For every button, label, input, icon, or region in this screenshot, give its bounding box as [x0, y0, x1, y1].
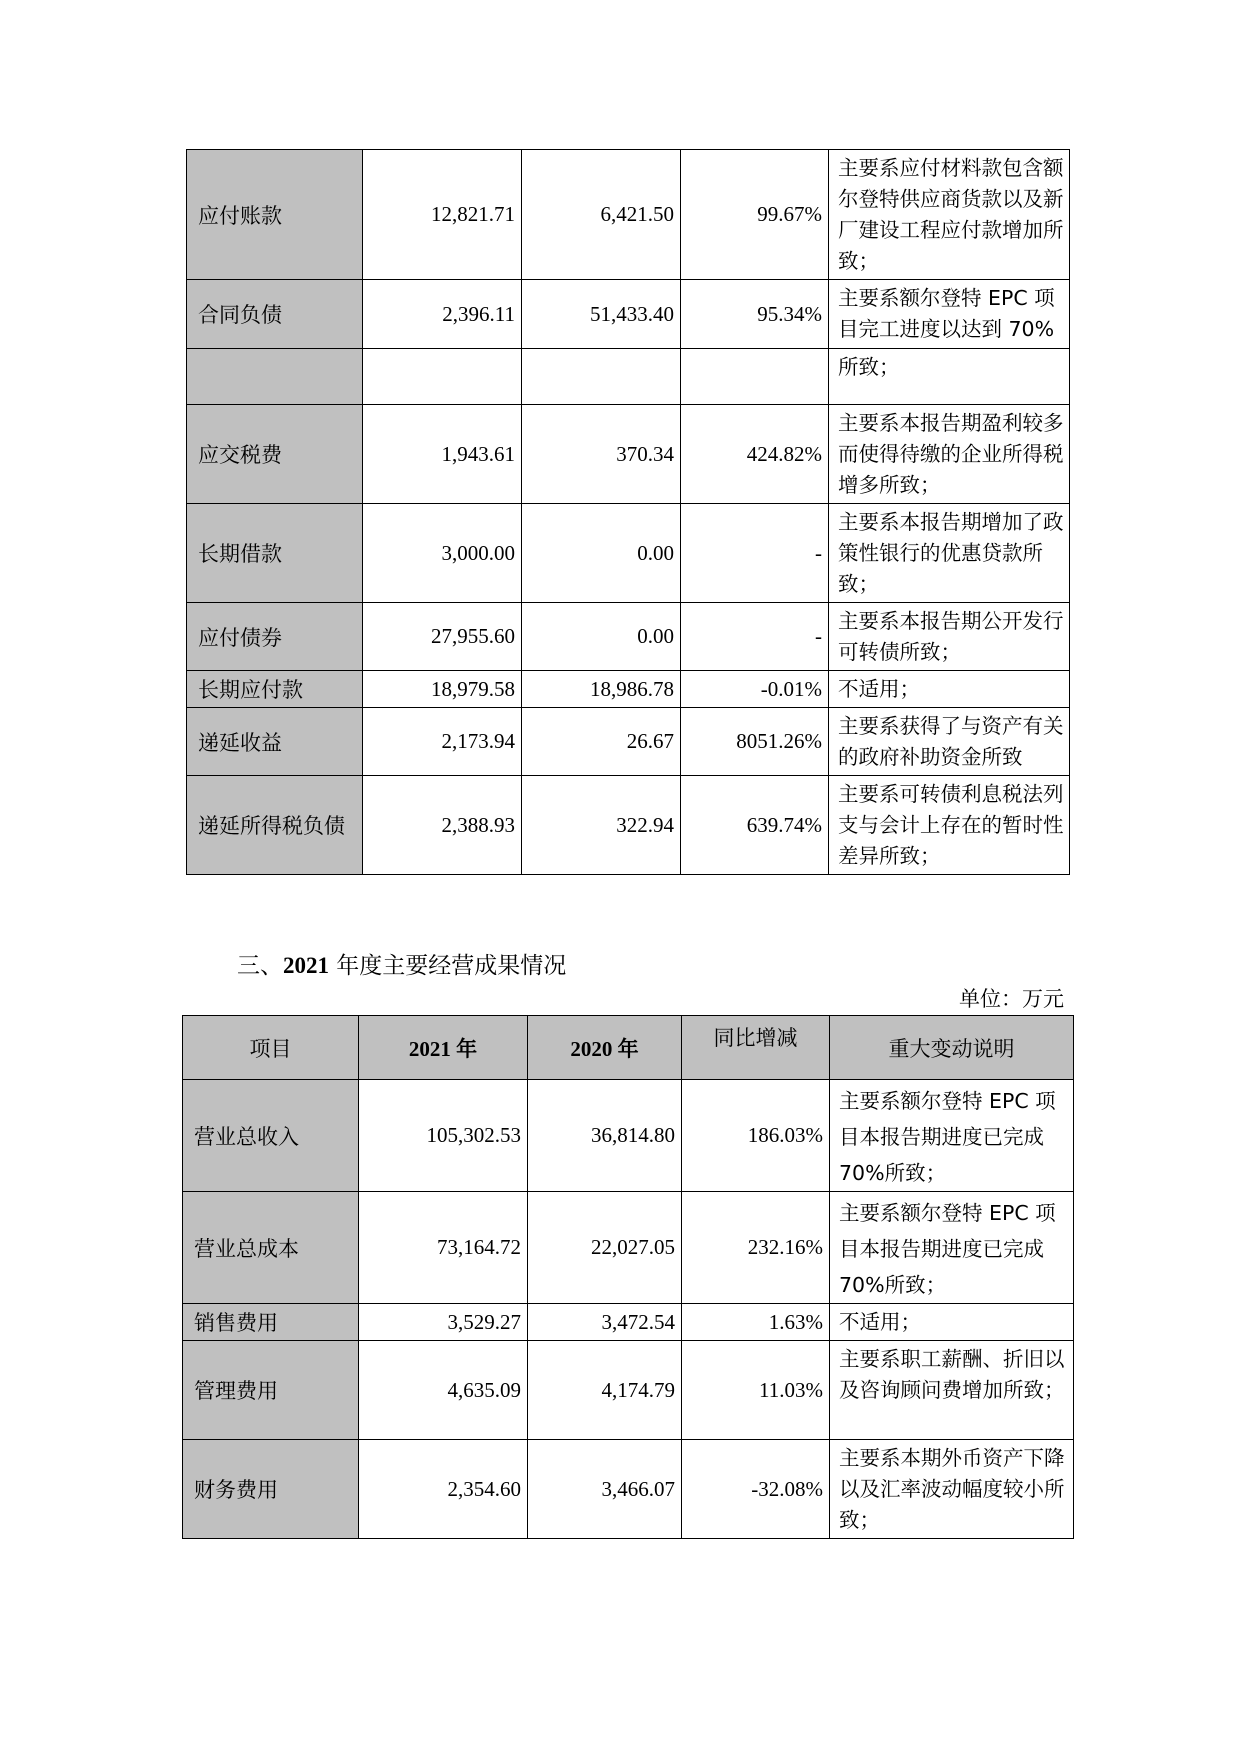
- value-2020: 26.67: [522, 708, 681, 776]
- yoy-change: 11.03%: [682, 1341, 830, 1440]
- row-item: 递延收益: [187, 708, 363, 776]
- row-item: 长期借款: [187, 504, 363, 603]
- yoy-change: 99.67%: [681, 150, 829, 280]
- change-note: 所致；: [829, 349, 1070, 405]
- table-row: [183, 1192, 1074, 1304]
- section-year: 2021: [283, 953, 329, 978]
- change-note: 主要系本期外币资产下降以及汇率波动幅度较小所致；: [830, 1440, 1074, 1539]
- value-2021: 2,396.11: [363, 280, 522, 349]
- change-note: 主要系可转债利息税法列支与会计上存在的暂时性差异所致；: [829, 776, 1070, 875]
- value-2021: 18,979.58: [363, 671, 522, 708]
- value-2021: 1,943.61: [363, 405, 522, 504]
- value-2020: 18,986.78: [522, 671, 681, 708]
- table-header-row: [183, 1016, 1074, 1080]
- row-item: 销售费用: [183, 1304, 359, 1341]
- table-row: [187, 708, 1070, 776]
- value-2021: 105,302.53: [359, 1080, 528, 1192]
- header-2020: 2020 年: [528, 1016, 682, 1080]
- value-2021: 73,164.72: [359, 1192, 528, 1304]
- header-2021: 2021 年: [359, 1016, 528, 1080]
- yoy-change: 95.34%: [681, 280, 829, 349]
- value-2020: 22,027.05: [528, 1192, 682, 1304]
- row-item: 管理费用: [183, 1341, 359, 1440]
- row-item: 合同负债: [187, 280, 363, 349]
- change-note: 主要系职工薪酬、折旧以及咨询顾问费增加所致；: [830, 1341, 1074, 1440]
- value-2020: 3,466.07: [528, 1440, 682, 1539]
- table-row: [187, 150, 1070, 280]
- row-item: 营业总收入: [183, 1080, 359, 1192]
- value-2021: 2,354.60: [359, 1440, 528, 1539]
- table-row: [183, 1080, 1074, 1192]
- table-row: [187, 504, 1070, 603]
- value-2020: 4,174.79: [528, 1341, 682, 1440]
- value-2020: 51,433.40: [522, 280, 681, 349]
- header-item: 项目: [183, 1016, 359, 1080]
- change-note: 主要系本报告期增加了政策性银行的优惠贷款所致；: [829, 504, 1070, 603]
- value-2020: [522, 349, 681, 405]
- header-change: 同比增减: [682, 1016, 830, 1080]
- value-2020: 3,472.54: [528, 1304, 682, 1341]
- yoy-change: 8051.26%: [681, 708, 829, 776]
- table-row: [183, 1304, 1074, 1341]
- section-suffix: 年度主要经营成果情况: [329, 953, 567, 979]
- row-item: 财务费用: [183, 1440, 359, 1539]
- value-2021: 27,955.60: [363, 603, 522, 671]
- value-2021: 4,635.09: [359, 1341, 528, 1440]
- value-2021: [363, 349, 522, 405]
- yoy-change: 1.63%: [682, 1304, 830, 1341]
- yoy-change: 232.16%: [682, 1192, 830, 1304]
- value-2021: 3,000.00: [363, 504, 522, 603]
- unit-label: 单位：万元: [959, 987, 1064, 1011]
- table-row: [187, 671, 1070, 708]
- header-note: 重大变动说明: [830, 1016, 1074, 1080]
- value-2020: 36,814.80: [528, 1080, 682, 1192]
- value-2021: 2,173.94: [363, 708, 522, 776]
- table-row: [183, 1440, 1074, 1539]
- value-2020: 0.00: [522, 603, 681, 671]
- section-title: [237, 947, 566, 980]
- section-prefix: 三、: [237, 953, 283, 979]
- change-note: 主要系额尔登特 EPC 项目完工进度以达到 70%: [829, 280, 1070, 349]
- change-note: 主要系获得了与资产有关的政府补助资金所致: [829, 708, 1070, 776]
- row-item: 递延所得税负债: [187, 776, 363, 875]
- balance-sheet-changes-table: [186, 149, 1070, 875]
- yoy-change: -0.01%: [681, 671, 829, 708]
- yoy-change: 639.74%: [681, 776, 829, 875]
- change-note: 不适用；: [830, 1304, 1074, 1341]
- table-row: [187, 280, 1070, 349]
- row-item: 长期应付款: [187, 671, 363, 708]
- table-row: [187, 776, 1070, 875]
- table-row: [187, 405, 1070, 504]
- change-note: 主要系本报告期盈利较多而使得待缴的企业所得税增多所致；: [829, 405, 1070, 504]
- value-2021: 2,388.93: [363, 776, 522, 875]
- change-note: 不适用；: [829, 671, 1070, 708]
- yoy-change: [681, 349, 829, 405]
- value-2020: 0.00: [522, 504, 681, 603]
- change-note: 主要系额尔登特 EPC 项目本报告期进度已完成 70%所致；: [830, 1192, 1074, 1304]
- row-item: 应付账款: [187, 150, 363, 280]
- table-row: [187, 349, 1070, 405]
- table-row: [187, 603, 1070, 671]
- value-2020: 370.34: [522, 405, 681, 504]
- value-2021: 3,529.27: [359, 1304, 528, 1341]
- operating-results-table: [182, 1015, 1074, 1539]
- row-item: 应付债券: [187, 603, 363, 671]
- table-row: [183, 1341, 1074, 1440]
- yoy-change: 424.82%: [681, 405, 829, 504]
- change-note: 主要系应付材料款包含额尔登特供应商货款以及新厂建设工程应付款增加所致；: [829, 150, 1070, 280]
- row-item: 应交税费: [187, 405, 363, 504]
- value-2020: 322.94: [522, 776, 681, 875]
- yoy-change: -: [681, 603, 829, 671]
- value-2021: 12,821.71: [363, 150, 522, 280]
- change-note: 主要系本报告期公开发行可转债所致；: [829, 603, 1070, 671]
- change-note: 主要系额尔登特 EPC 项目本报告期进度已完成 70%所致；: [830, 1080, 1074, 1192]
- yoy-change: -: [681, 504, 829, 603]
- value-2020: 6,421.50: [522, 150, 681, 280]
- yoy-change: 186.03%: [682, 1080, 830, 1192]
- row-item: [187, 349, 363, 405]
- row-item: 营业总成本: [183, 1192, 359, 1304]
- yoy-change: -32.08%: [682, 1440, 830, 1539]
